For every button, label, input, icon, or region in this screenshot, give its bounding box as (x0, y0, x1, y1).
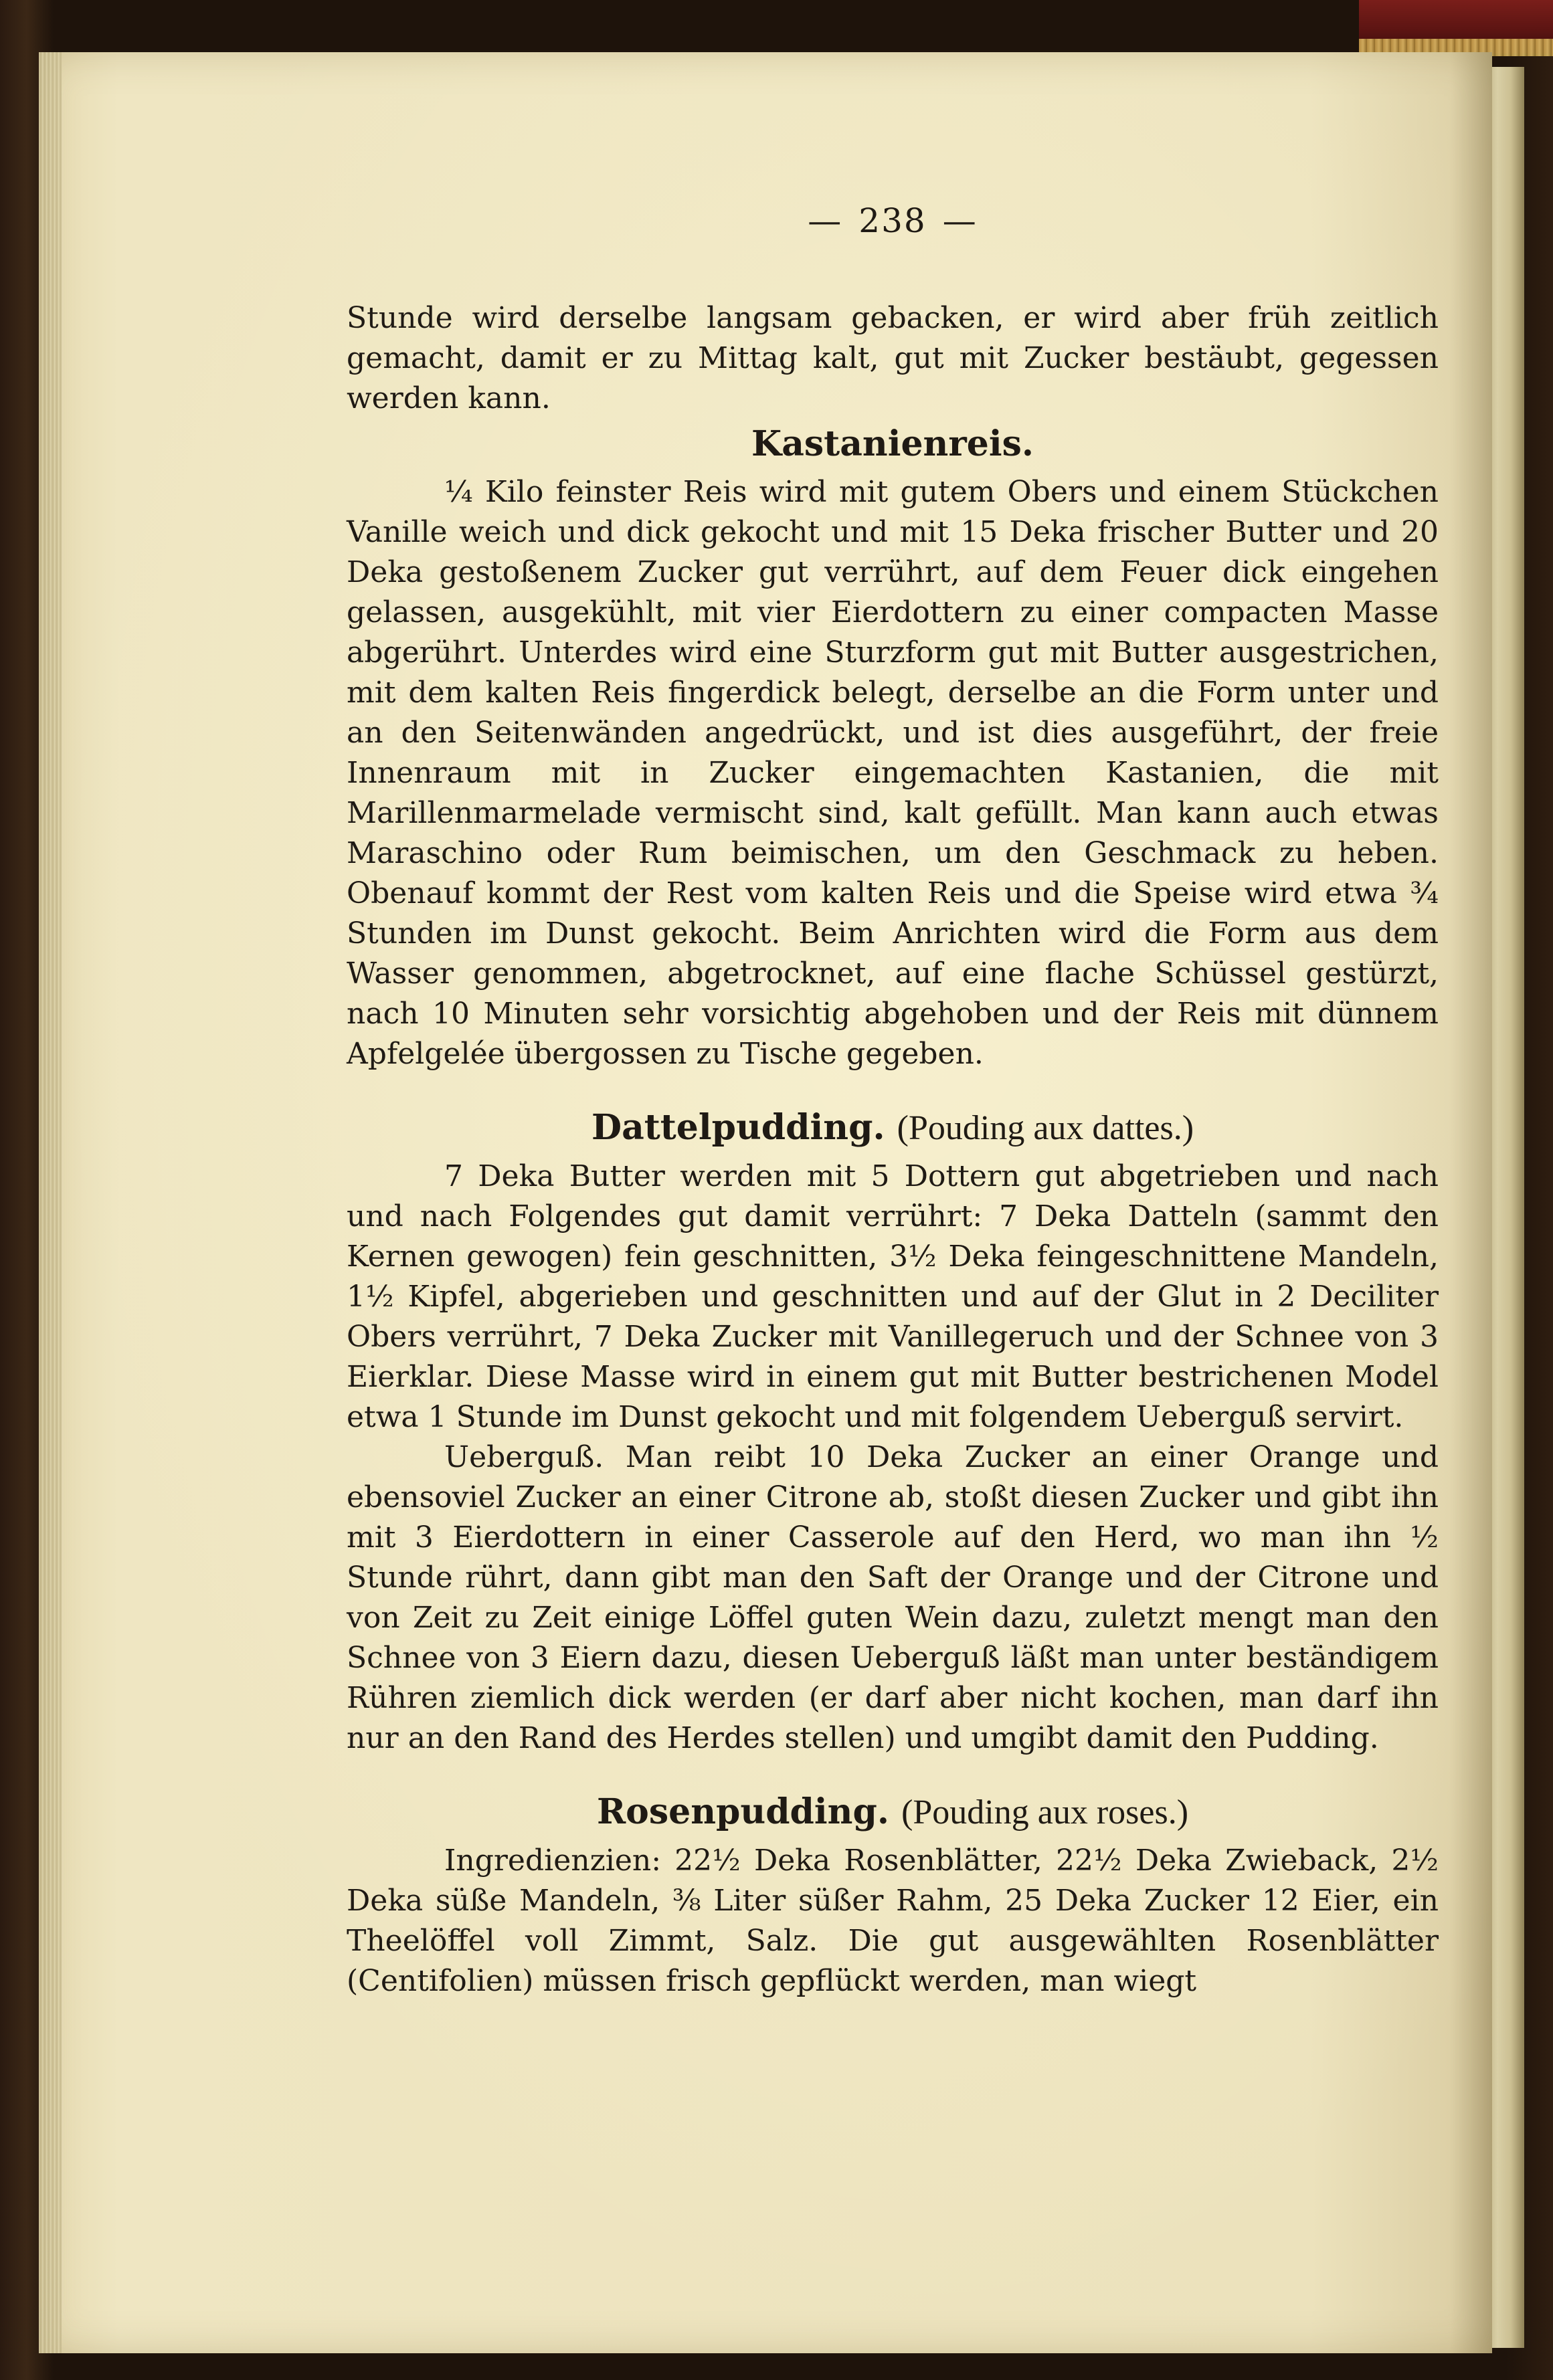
page-stack-edge (39, 52, 62, 2353)
heading-kastanienreis (347, 423, 1439, 466)
page-number-dash-right: — (942, 201, 978, 240)
rosenpudding-paragraph: Ingredienzien: 22½ Deka Rosenblätter, 22½ Deka Zwieback, 2½ Deka süße Mandeln, ⅜ Liter süßer Rahm, 25 Deka Zucker 12 Eier, ein Theelöffel voll Zimmt, Salz. Die gut ausgewählten Rosenblätter (Centifolien) müssen frisch gepflückt werden, man wiegt (347, 1844, 1439, 1998)
page-number-dash-left: — (808, 201, 843, 240)
heading-dattelpudding-title: Dattelpudding. (591, 1107, 885, 1148)
heading-rosenpudding (347, 1791, 1439, 1834)
intro-paragraph: Stunde wird derselbe langsam gebacken, er wird aber früh zeitlich gemacht, damit er zu Mittag kalt, gut mit Zucker bestäubt, gegessen werden kann. (347, 301, 1439, 415)
heading-kastanienreis-title: Kastanienreis. (751, 423, 1034, 464)
heading-dattelpudding (347, 1106, 1439, 1150)
heading-rosenpudding-french: (Pouding aux roses.) (901, 1793, 1189, 1831)
dattelpudding-paragraph: 7 Deka Butter werden mit 5 Dottern gut abgetrieben und nach und nach Folgendes gut damit verrührt: 7 Deka Datteln (sammt den Kernen gewogen) fein geschnitten, 3½ Deka feingeschnittene Mandeln, 1½ Kipfel, abgerieben und geschnitten und auf der Glut in 2 Deciliter Obers verrührt, 7 Deka Zucker mit Vanillegeruch und der Schnee von 3 Eierklar. Diese Masse wird in einem gut mit Butter bestrichenen Model etwa 1 Stunde im Dunst gekocht und mit folgendem Ueberguß servirt. (347, 1159, 1439, 1434)
page-text (347, 201, 1439, 2001)
heading-rosenpudding-title: Rosenpudding. (596, 1791, 889, 1832)
ueberguss-paragraph: Ueberguß. Man reibt 10 Deka Zucker an einer Orange und ebensoviel Zucker an einer Citrone ab, stoßt diesen Zucker und gibt ihn mit 3 Eierdottern in einer Casserole auf den Herd, wo man ihn ½ Stunde rührt, dann gibt man den Saft der Orange und der Citrone und von Zeit zu Zeit einige Löffel guten Wein dazu, zuletzt mengt man den Schnee von 3 Eiern dazu, diesen Ueberguß läßt man unter beständigem Rühren ziemlich dick werden (er darf aber nicht kochen, man darf ihn nur an den Rand des Herdes stellen) und umgibt damit den Pudding. (347, 1440, 1439, 1755)
page-number (347, 201, 1439, 241)
heading-dattelpudding-french: (Pouding aux dattes.) (897, 1109, 1194, 1147)
kastanienreis-paragraph: ¼ Kilo feinster Reis wird mit gutem Obers und einem Stückchen Vanille weich und dick gekocht und mit 15 Deka frischer Butter und 20 Deka gestoßenem Zucker gut verrührt, auf dem Feuer dick eingehen gelassen, ausgekühlt, mit vier Eierdottern zu einer compacten Masse abgerührt. Unterdes wird eine Sturzform gut mit Butter ausgestrichen, mit dem kalten Reis fingerdick belegt, derselbe an die Form unter und an den Seitenwänden angedrückt, und ist dies ausgeführt, der freie Innenraum mit in Zucker eingemachten Kastanien, die mit Marillenmarmelade vermischt sind, kalt gefüllt. Man kann auch etwas Maraschino oder Rum beimischen, um den Geschmack zu heben. Obenauf kommt der Rest vom kalten Reis und die Speise wird etwa ¾ Stunden im Dunst gekocht. Beim Anrichten wird die Form aus dem Wasser genommen, abgetrocknet, auf eine flache Schüssel gestürzt, nach 10 Minuten sehr vorsichtig abgehoben und der Reis mit dünnem Apfelgelée übergossen zu Tische gegeben. (347, 475, 1439, 1071)
page-number-value: 238 (858, 201, 927, 240)
